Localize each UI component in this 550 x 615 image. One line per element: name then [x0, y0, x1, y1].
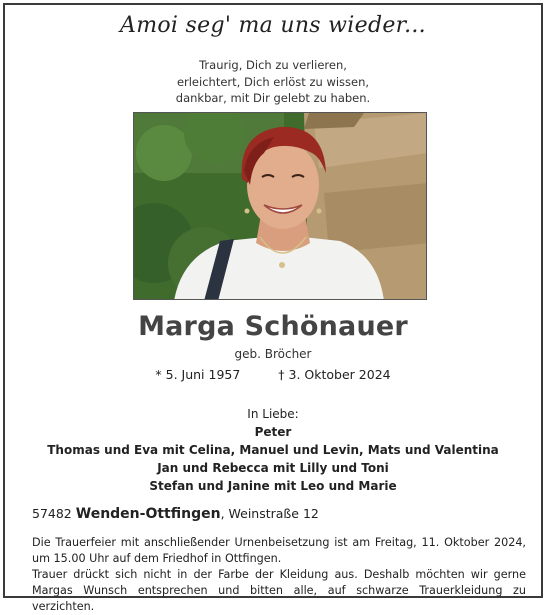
mourners-list — [5, 405, 541, 495]
portrait-illustration — [134, 113, 427, 300]
town: Wenden-Ottfingen — [75, 506, 221, 522]
maiden-name: geb. Bröcher — [234, 347, 312, 361]
poem — [5, 57, 541, 107]
birth-date: * 5. Juni 1957 — [155, 367, 241, 382]
obituary-card — [3, 3, 543, 613]
poem-line: erleichtert, Dich erlöst zu wissen, — [176, 74, 370, 89]
funeral-details: Die Trauerfeier mit anschließender Urnenbeisetzung ist am Freitag, 11. Oktober 2024, um 15.00 Uhr auf dem Friedhof in Ottfingen. — [32, 536, 526, 565]
mourner-row: Peter — [254, 425, 292, 439]
motto-heading: Amoi seg' ma uns wieder... — [120, 13, 426, 38]
family-address — [32, 506, 319, 522]
death-date: † 3. Oktober 2024 — [278, 367, 391, 382]
mourner-row: Jan und Rebecca mit Lilly und Toni — [157, 461, 389, 475]
mourner-row: Stefan und Janine mit Leo und Marie — [149, 479, 397, 493]
postcode: 57482 — [32, 506, 72, 521]
poem-line: dankbar, mit Dir gelebt zu haben. — [175, 91, 371, 105]
funeral-notice — [32, 535, 526, 615]
deceased-name: Marga Schönauer — [138, 311, 408, 342]
portrait-photo — [133, 112, 427, 300]
dress-request: Trauer drückt sich nicht in der Farbe der Kleidung aus. Deshalb möchten wir gerne Margas Wunsch entsprechen und bitten alle, auf schwarze Trauerkleidung zu verzichten. — [32, 568, 526, 613]
poem-line: Traurig, Dich zu verlieren, — [199, 58, 347, 72]
mourner-row: Thomas und Eva mit Celina, Manuel und Levin, Mats und Valentina — [47, 443, 499, 457]
street: , Weinstraße 12 — [220, 506, 319, 521]
mourners-intro: In Liebe: — [247, 407, 299, 421]
life-dates — [5, 367, 541, 382]
